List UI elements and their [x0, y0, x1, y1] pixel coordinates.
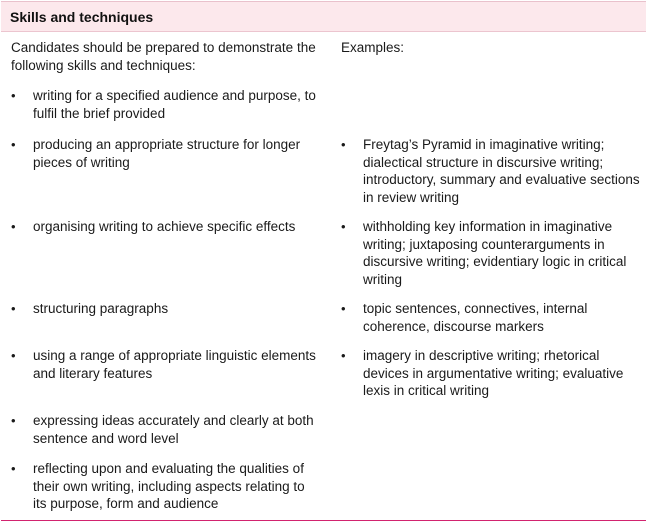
examples-heading: Examples: [341, 40, 405, 55]
bullet-icon: • [11, 413, 16, 428]
example-text: withholding key information in imaginative writing; juxtaposing counterarguments in discursive writing; evidentiary logic in critical writing [363, 219, 627, 287]
skill-item [11, 347, 321, 382]
skill-item [11, 460, 321, 513]
bullet-icon: • [341, 219, 346, 234]
example-item [341, 300, 641, 335]
skill-text: using a range of appropriate linguistic elements and literary features [33, 348, 316, 381]
skill-item [11, 136, 321, 171]
example-item [341, 136, 641, 206]
skill-text: writing for a specified audience and purpose, to fulfil the brief provided [33, 88, 316, 121]
bullet-icon: • [11, 137, 16, 152]
table-header [1, 1, 646, 32]
bullet-icon: • [341, 301, 346, 316]
bullet-icon: • [341, 137, 346, 152]
skill-text: organising writing to achieve specific effects [33, 219, 296, 234]
skill-text: structuring paragraphs [33, 301, 169, 316]
example-text: topic sentences, connectives, internal coherence, discourse markers [363, 301, 588, 334]
bullet-icon: • [11, 301, 16, 316]
skill-item [11, 412, 321, 447]
skill-text: reflecting upon and evaluating the qualities of their own writing, including aspects relating to its purpose, form and audience [33, 461, 305, 511]
skills-table [1, 1, 646, 521]
example-text: Freytag’s Pyramid in imaginative writing; dialectical structure in discursive writing; introductory, summary and evaluative sections in review writing [363, 137, 640, 205]
example-item [341, 218, 641, 288]
bullet-icon: • [341, 348, 346, 363]
skills-intro-text: Candidates should be prepared to demonstrate the following skills and techniques: [11, 40, 316, 73]
column-headings [1, 32, 646, 86]
bullet-icon: • [11, 88, 16, 103]
bullet-icon: • [11, 348, 16, 363]
skill-item [11, 218, 321, 236]
skill-item [11, 300, 321, 318]
bullet-icon: • [11, 219, 16, 234]
bullet-icon: • [11, 461, 16, 476]
example-item [341, 347, 641, 400]
skill-text: expressing ideas accurately and clearly at both sentence and word level [33, 413, 314, 446]
table-title: Skills and techniques [10, 8, 154, 25]
example-text: imagery in descriptive writing; rhetorical devices in argumentative writing; evaluative lexis in critical writing [363, 348, 624, 398]
skill-text: producing an appropriate structure for longer pieces of writing [33, 137, 301, 170]
skill-item [11, 87, 321, 122]
